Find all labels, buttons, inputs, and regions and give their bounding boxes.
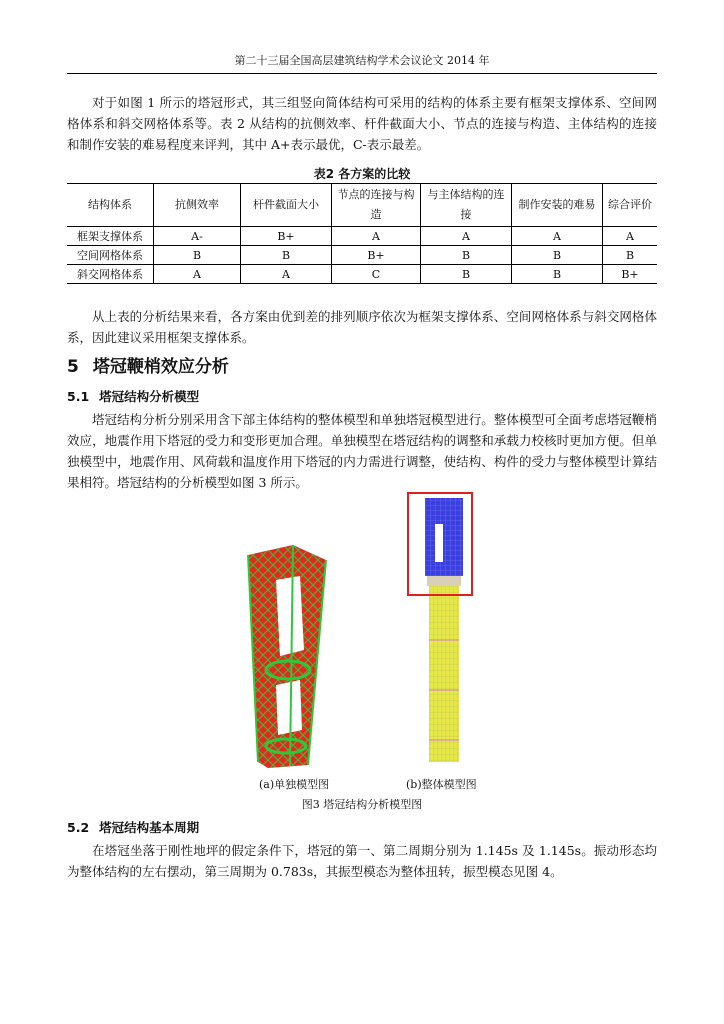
- table-row: [67, 265, 657, 284]
- section-5-2-paragraph: 在塔冠坐落于刚性地坪的假定条件下，塔冠的第一、第二周期分别为 1.145s 及 1.145s。振动形态均为整体结构的左右摆动，第三周期为 0.783s，其振型模态为整体扭转，振型模态见图 4。: [67, 843, 657, 879]
- table-cell: B: [512, 265, 603, 284]
- col-header: 与主体结构的连接: [421, 184, 512, 227]
- comparison-table: [67, 183, 657, 284]
- figure-3b-caption: (b)整体模型图: [406, 778, 477, 791]
- table-cell: B+: [241, 227, 332, 246]
- section-5-2-heading: [67, 818, 199, 836]
- table-header-row: [67, 184, 657, 227]
- subsection-number: 5.1: [67, 389, 90, 404]
- table-cell: A-: [154, 227, 241, 246]
- figure-3-caption: 图3 塔冠结构分析模型图: [301, 798, 423, 811]
- section-5-heading: [67, 352, 229, 377]
- col-header: 结构体系: [67, 184, 154, 227]
- table-cell: B+: [603, 265, 658, 284]
- table-cell: 斜交网格体系: [67, 265, 154, 284]
- table-cell: C: [332, 265, 421, 284]
- table-row: [67, 227, 657, 246]
- section-5-1-paragraph: 塔冠结构分析分别采用含下部主体结构的整体模型和单独塔冠模型进行。整体模型可全面考虑塔冠鞭梢效应，地震作用下塔冠的受力和变形更加合理。单独模型在塔冠结构的调整和承载力校核时更加方便。但单独模型中，地震作用、风荷载和温度作用下塔冠的内力需进行调整，使结构、构件的受力与整体模型计算结果相符。塔冠结构的分析模型如图 3 所示。: [67, 412, 657, 490]
- table-cell: A: [154, 265, 241, 284]
- table-cell: A: [241, 265, 332, 284]
- section-title: 塔冠鞭梢效应分析: [92, 357, 229, 377]
- table-cell: B: [421, 246, 512, 265]
- running-header: 第二十三届全国高层建筑结构学术会议论文 2014 年: [67, 52, 657, 74]
- table-cell: A: [603, 227, 658, 246]
- col-header: 抗侧效率: [154, 184, 241, 227]
- single-crown-model-image: [238, 540, 328, 770]
- table-cell: 框架支撑体系: [67, 227, 154, 246]
- table-caption: 表2 各方案的比较: [313, 167, 411, 181]
- overall-model-image: [405, 490, 475, 766]
- subsection-number: 5.2: [67, 820, 90, 835]
- subsection-title: 塔冠结构分析模型: [99, 389, 200, 404]
- table-cell: B: [603, 246, 658, 265]
- table-cell: B: [421, 265, 512, 284]
- col-header: 节点的连接与构造: [332, 184, 421, 227]
- table-cell: 空间网格体系: [67, 246, 154, 265]
- table-cell: B: [241, 246, 332, 265]
- table-cell: B+: [332, 246, 421, 265]
- table-cell: B: [154, 246, 241, 265]
- col-header: 综合评价: [603, 184, 658, 227]
- conclusion-paragraph: 从上表的分析结果来看，各方案由优到差的排列顺序依次为框架支撑体系、空间网格体系与斜交网格体系，因此建议采用框架支撑体系。: [67, 309, 657, 345]
- subsection-title: 塔冠结构基本周期: [99, 820, 200, 835]
- figure-3a-caption: (a)单独模型图: [259, 778, 330, 791]
- col-header: 制作安装的难易: [512, 184, 603, 227]
- col-header: 杆件截面大小: [241, 184, 332, 227]
- table-cell: B: [512, 246, 603, 265]
- section-number: 5: [67, 357, 79, 377]
- table-cell: A: [512, 227, 603, 246]
- intro-paragraph: 对于如图 1 所示的塔冠形式，其三组竖向简体结构可采用的结构的体系主要有框架支撑体系、空间网格体系和斜交网格体系等。表 2 从结构的抗侧效率、杆件截面大小、节点的连接与构造、主体结构的连接和制作安装的难易程度来评判，其中 A+表示最优，C-表示最差。: [67, 95, 657, 152]
- table-cell: A: [421, 227, 512, 246]
- section-5-1-heading: [67, 387, 199, 405]
- table-row: [67, 246, 657, 265]
- table-cell: A: [332, 227, 421, 246]
